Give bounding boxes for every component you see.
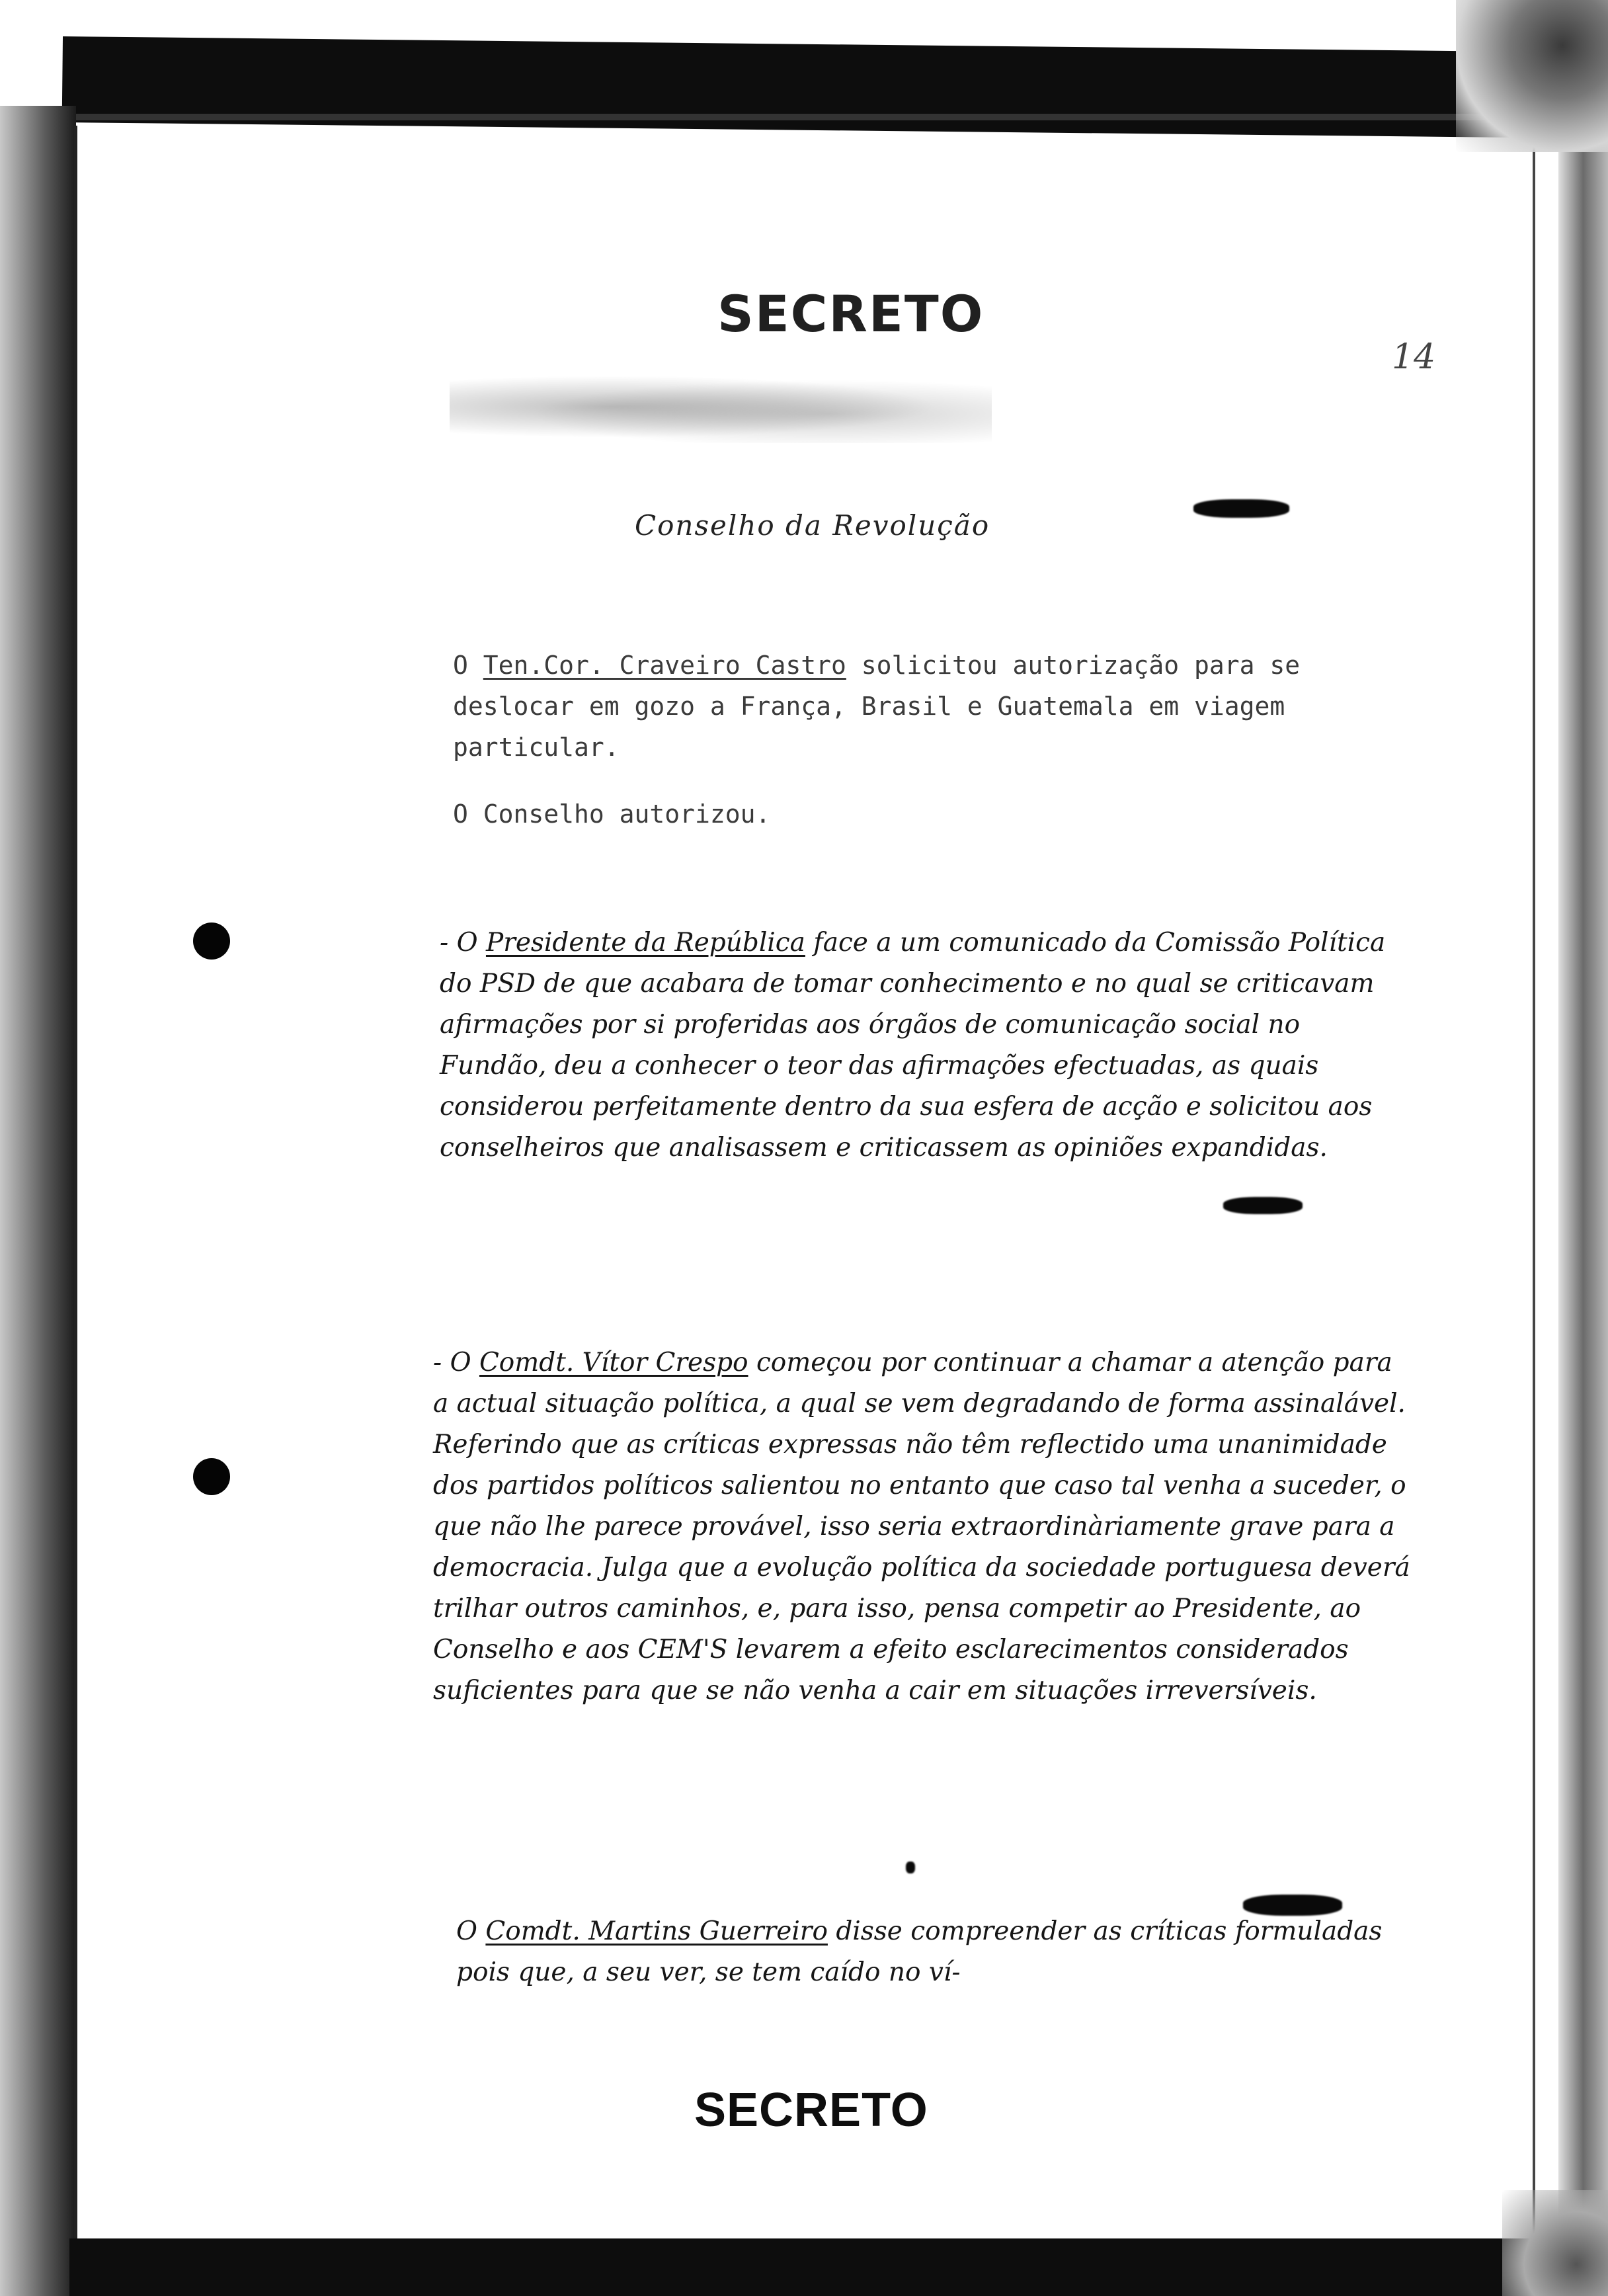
page-number-mark: 14 bbox=[1392, 337, 1436, 377]
scan-border-left bbox=[0, 106, 76, 2296]
scan-border-top-line bbox=[73, 114, 1541, 120]
speaker-name: Presidente da República bbox=[485, 928, 805, 958]
document-title: Conselho da Revolução bbox=[635, 509, 990, 542]
paragraph-text: solicitou autorização para se deslocar em gozo a França, Brasil e Guatemala em viagem particular. bbox=[453, 651, 1316, 762]
classification-stamp-bottom: SECRETO bbox=[694, 2084, 928, 2137]
scan-border-top bbox=[62, 36, 1608, 138]
scan-border-bottom bbox=[69, 2238, 1608, 2296]
header-smear bbox=[450, 370, 992, 443]
scan-border-right-line bbox=[1533, 116, 1535, 2245]
ink-smudge bbox=[906, 1862, 915, 1873]
scan-noise-bottom-right bbox=[1502, 2190, 1608, 2296]
punch-hole bbox=[193, 922, 230, 960]
paragraph-president: - O Presidente da República face a um comunicado da Comissão Política do PSD de que acabara de tomar conhecimento e no qual se criticavam afirmações por si proferidas aos órgãos de comunicação social no Fundão, deu a conhecer o teor das afirmações efectuadas, as quais considerou perfeitamente dentro da sua esfera de acção e solicitou aos conselheiros que analisassem e criticassem as opiniões expandidas. bbox=[440, 928, 1394, 1163]
paragraph-craveiro-castro: O Ten.Cor. Craveiro Castro solicitou autorização para se deslocar em gozo a França, Brasil e Guatemala em viagem particular. bbox=[453, 651, 1316, 762]
speaker-name: Comdt. Vítor Crespo bbox=[479, 1348, 748, 1377]
paragraph-text: começou por continuar a chamar a atenção para a actual situação política, a qual se vem degradando de forma assinalável. Referindo que as críticas expressas não têm reflectido uma unanimidade dos partidos políticos salientou no entanto que caso tal venha a suceder, o que não lhe parece provável, isso seria extraordinàriamente grave para a democracia. Julga que a evolução política da sociedade portuguesa deverá trilhar outros caminhos, e, para isso, pensa competir ao Presidente, ao Conselho e aos CEM'S levarem a efeito esclarecimentos considerados suficientes para que se não venha a cair em situações irreversíveis. bbox=[433, 1348, 1419, 1705]
ink-smudge bbox=[1193, 499, 1289, 518]
punch-hole bbox=[193, 1458, 230, 1495]
scan-border-left-line bbox=[74, 126, 77, 2242]
classification-stamp-top: SECRETO bbox=[717, 284, 985, 343]
speaker-name: Ten.Cor. Craveiro Castro bbox=[483, 651, 846, 680]
ink-smudge bbox=[1223, 1197, 1303, 1214]
paragraph-vitor-crespo: - O Comdt. Vítor Crespo começou por continuar a chamar a atenção para a actual situação política, a qual se vem degradando de forma assinalável. Referindo que as críticas expressas não têm reflectido uma unanimidade dos partidos políticos salientou no entanto que caso tal venha a suceder, o que não lhe parece provável, isso seria extraordinàriamente grave para a democracia. Julga que a evolução política da sociedade portuguesa deverá trilhar outros caminhos, e, para isso, pensa competir ao Presidente, ao Conselho e aos CEM'S levarem a efeito esclarecimentos considerados suficientes para que se não venha a cair em situações irreversíveis. bbox=[433, 1348, 1419, 1705]
paragraph-martins-guerreiro: O Comdt. Martins Guerreiro disse compreender as críticas formuladas pois que, a seu ver, se tem caído no ví- bbox=[456, 1916, 1390, 1987]
paragraph-text: face a um comunicado da Comissão Política do PSD de que acabara de tomar conhecimento e no qual se criticavam afirmações por si proferidas aos órgãos de comunicação social no Fundão, deu a conhecer o teor das afirmações efectuadas, as quais considerou perfeitamente dentro da sua esfera de acção e solicitou aos conselheiros que analisassem e criticassem as opiniões expandidas. bbox=[440, 928, 1394, 1163]
speaker-name: Comdt. Martins Guerreiro bbox=[485, 1916, 828, 1946]
paragraph-text: O Conselho autorizou. bbox=[453, 800, 771, 829]
paragraph-text: disse compreender as críticas formuladas pois que, a seu ver, se tem caído no ví- bbox=[456, 1916, 1390, 1987]
scan-noise-top-right bbox=[1456, 0, 1608, 152]
scan-border-right bbox=[1558, 0, 1608, 2296]
paragraph-council-authorized bbox=[453, 794, 1405, 835]
